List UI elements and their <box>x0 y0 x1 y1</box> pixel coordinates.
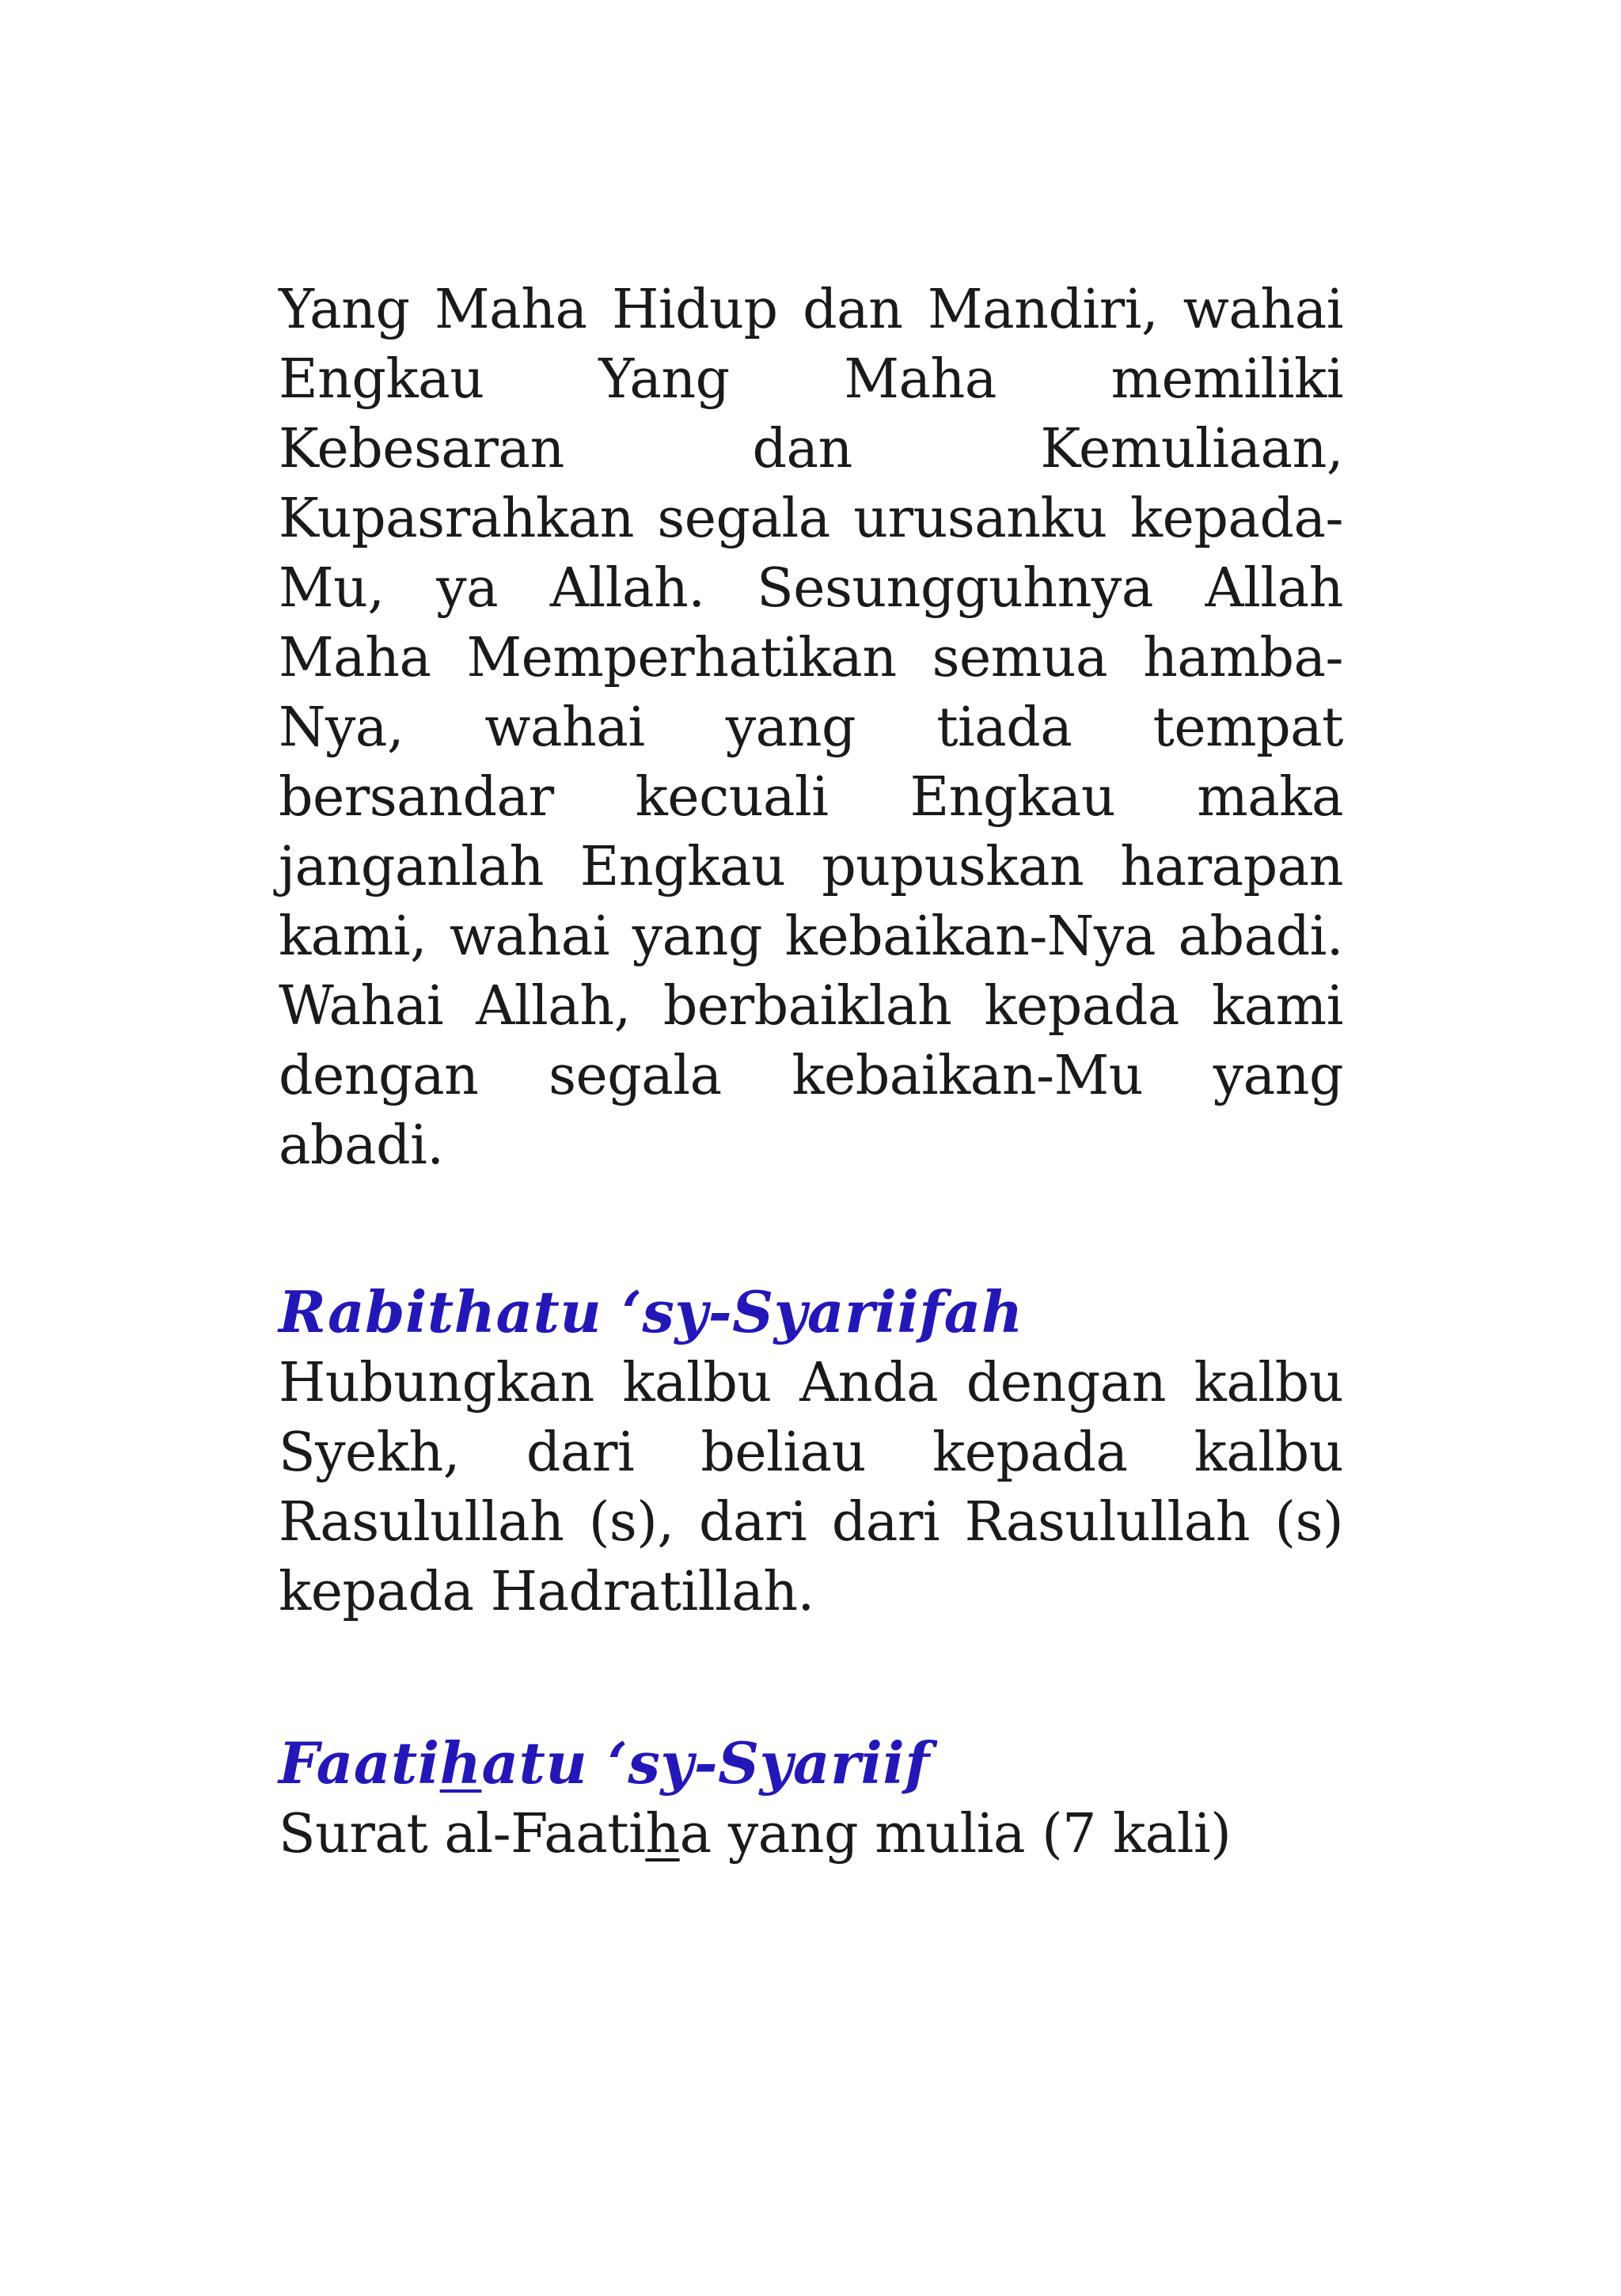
paragraph-faatihatu-underlined-h: h <box>645 1803 680 1865</box>
paragraph-faatihatu-part-c: a yang mulia (7 kali) <box>679 1803 1232 1865</box>
heading-faatihatu <box>279 1727 1343 1800</box>
heading-faatihatu-underlined-h: h <box>439 1729 482 1797</box>
paragraph-faatihatu-part-a: Surat al-Faati <box>279 1803 646 1865</box>
heading-faatihatu-part-c: atu ‘sy-Syariif <box>481 1729 930 1797</box>
heading-rabithatu: Rabithatu ‘sy-Syariifah <box>279 1278 1023 1345</box>
document-page <box>279 275 1343 1869</box>
paragraph-faatihatu <box>279 1800 1343 1869</box>
heading-faatihatu-part-a: Faati <box>279 1729 440 1797</box>
paragraph-rabithatu: Hubungkan kalbu Anda dengan kalbu Syekh, dari beliau kepada kalbu Rasulullah (s), dari dari Rasulullah (s) kepada Hadratillah. <box>279 1352 1343 1623</box>
paragraph-prayer: Yang Maha Hidup dan Mandiri, wahai Engkau Yang Maha memiliki Kebesaran dan Kemuliaan, Kupasrahkan segala urusanku kepada-Mu, ya Allah. Sesungguhnya Allah Maha Memperhatikan semua hamba-Nya, wahai yang tiada tempat bersandar kecuali Engkau maka janganlah Engkau pupuskan harapan kami, wahai yang kebaikan-Nya abadi. Wahai Allah, berbaiklah kepada kami dengan segala kebaikan-Mu yang abadi. <box>279 279 1343 1177</box>
